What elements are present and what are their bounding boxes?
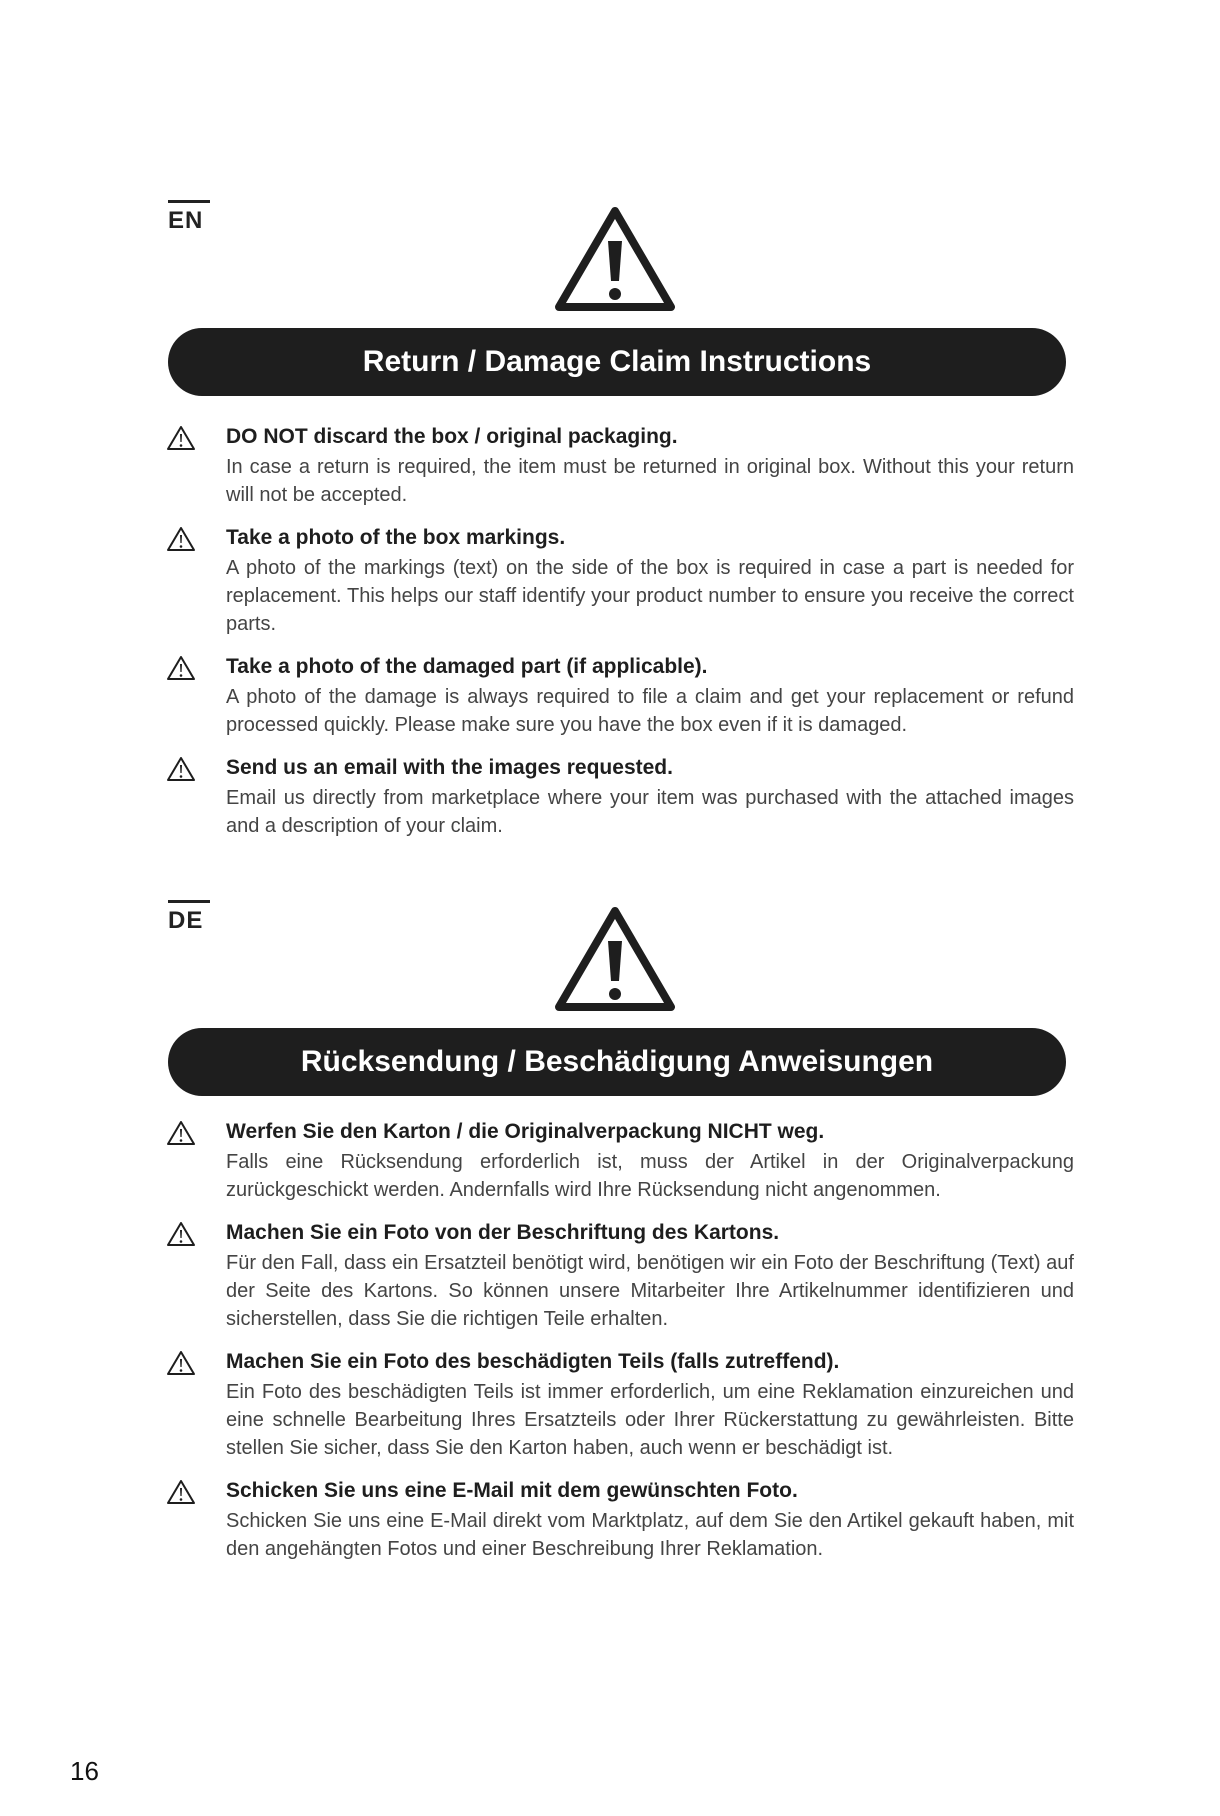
language-code: DE — [168, 907, 204, 934]
warning-triangle-icon — [166, 655, 196, 681]
list-item — [166, 423, 1076, 509]
warning-triangle-icon — [166, 1221, 196, 1247]
item-body: A photo of the damage is always required to file a claim and get your replacement or refund processed quickly. Please make sure you have the box even if it is damaged. — [226, 686, 1074, 736]
list-item — [166, 1348, 1076, 1462]
warning-triangle-icon — [166, 425, 196, 451]
item-title: Werfen Sie den Karton / die Originalverpackung NICHT weg. — [226, 1120, 825, 1143]
list-item — [166, 1219, 1076, 1333]
item-body: Email us directly from marketplace where your item was purchased with the attached images and a description of your claim. — [226, 787, 1074, 837]
warning-triangle-icon — [553, 905, 677, 1013]
item-title: DO NOT discard the box / original packaging. — [226, 425, 678, 448]
warning-triangle-icon — [166, 1479, 196, 1505]
instruction-list — [166, 1118, 1076, 1578]
section-title: Rücksendung / Beschädigung Anweisungen — [168, 1028, 1066, 1096]
warning-triangle-icon — [166, 526, 196, 552]
warning-triangle-icon — [166, 756, 196, 782]
warning-triangle-icon — [166, 1350, 196, 1376]
item-title: Send us an email with the images requested. — [226, 756, 673, 779]
item-body: Falls eine Rücksendung erforderlich ist, muss der Artikel in der Originalverpackung zurückgeschickt werden. Andernfalls wird Ihre Rücksendung nicht angenommen. — [226, 1151, 1074, 1201]
language-tag-de — [168, 900, 210, 935]
item-body: Für den Fall, dass ein Ersatzteil benötigt wird, benötigen wir ein Foto der Beschriftung (Text) auf der Seite des Kartons. So können unsere Mitarbeiter Ihre Artikelnummer identifizieren und sicherstellen, dass Sie die richtigen Teile erhalten. — [226, 1252, 1074, 1330]
instruction-list — [166, 423, 1076, 855]
section-title: Return / Damage Claim Instructions — [168, 328, 1066, 396]
item-body: Ein Foto des beschädigten Teils ist immer erforderlich, um eine Reklamation einzureichen und eine schnelle Bearbeitung Ihres Ersatzteils oder Ihrer Rückerstattung zu gewährleisten. Bitte stellen Sie sicher, dass Sie den Karton haben, auch wenn er beschädigt ist. — [226, 1381, 1074, 1459]
list-item — [166, 754, 1076, 840]
list-item — [166, 524, 1076, 638]
list-item — [166, 1477, 1076, 1563]
item-title: Take a photo of the damaged part (if applicable). — [226, 655, 708, 678]
warning-triangle-icon — [553, 205, 677, 313]
list-item — [166, 653, 1076, 739]
item-title: Schicken Sie uns eine E-Mail mit dem gewünschten Foto. — [226, 1479, 798, 1502]
item-body: In case a return is required, the item must be returned in original box. Without this your return will not be accepted. — [226, 456, 1074, 506]
page-number: 16 — [70, 1756, 99, 1786]
item-body: Schicken Sie uns eine E-Mail direkt vom Marktplatz, auf dem Sie den Artikel gekauft haben, mit den angehängten Fotos und einer Beschreibung Ihrer Reklamation. — [226, 1510, 1074, 1560]
language-tag-en — [168, 200, 210, 235]
item-title: Machen Sie ein Foto von der Beschriftung des Kartons. — [226, 1221, 780, 1244]
list-item — [166, 1118, 1076, 1204]
item-body: A photo of the markings (text) on the side of the box is required in case a part is needed for replacement. This helps our staff identify your product number to ensure you receive the correct parts. — [226, 557, 1074, 635]
warning-triangle-icon — [166, 1120, 196, 1146]
language-code: EN — [168, 207, 204, 234]
item-title: Machen Sie ein Foto des beschädigten Teils (falls zutreffend). — [226, 1350, 840, 1373]
item-title: Take a photo of the box markings. — [226, 526, 566, 549]
